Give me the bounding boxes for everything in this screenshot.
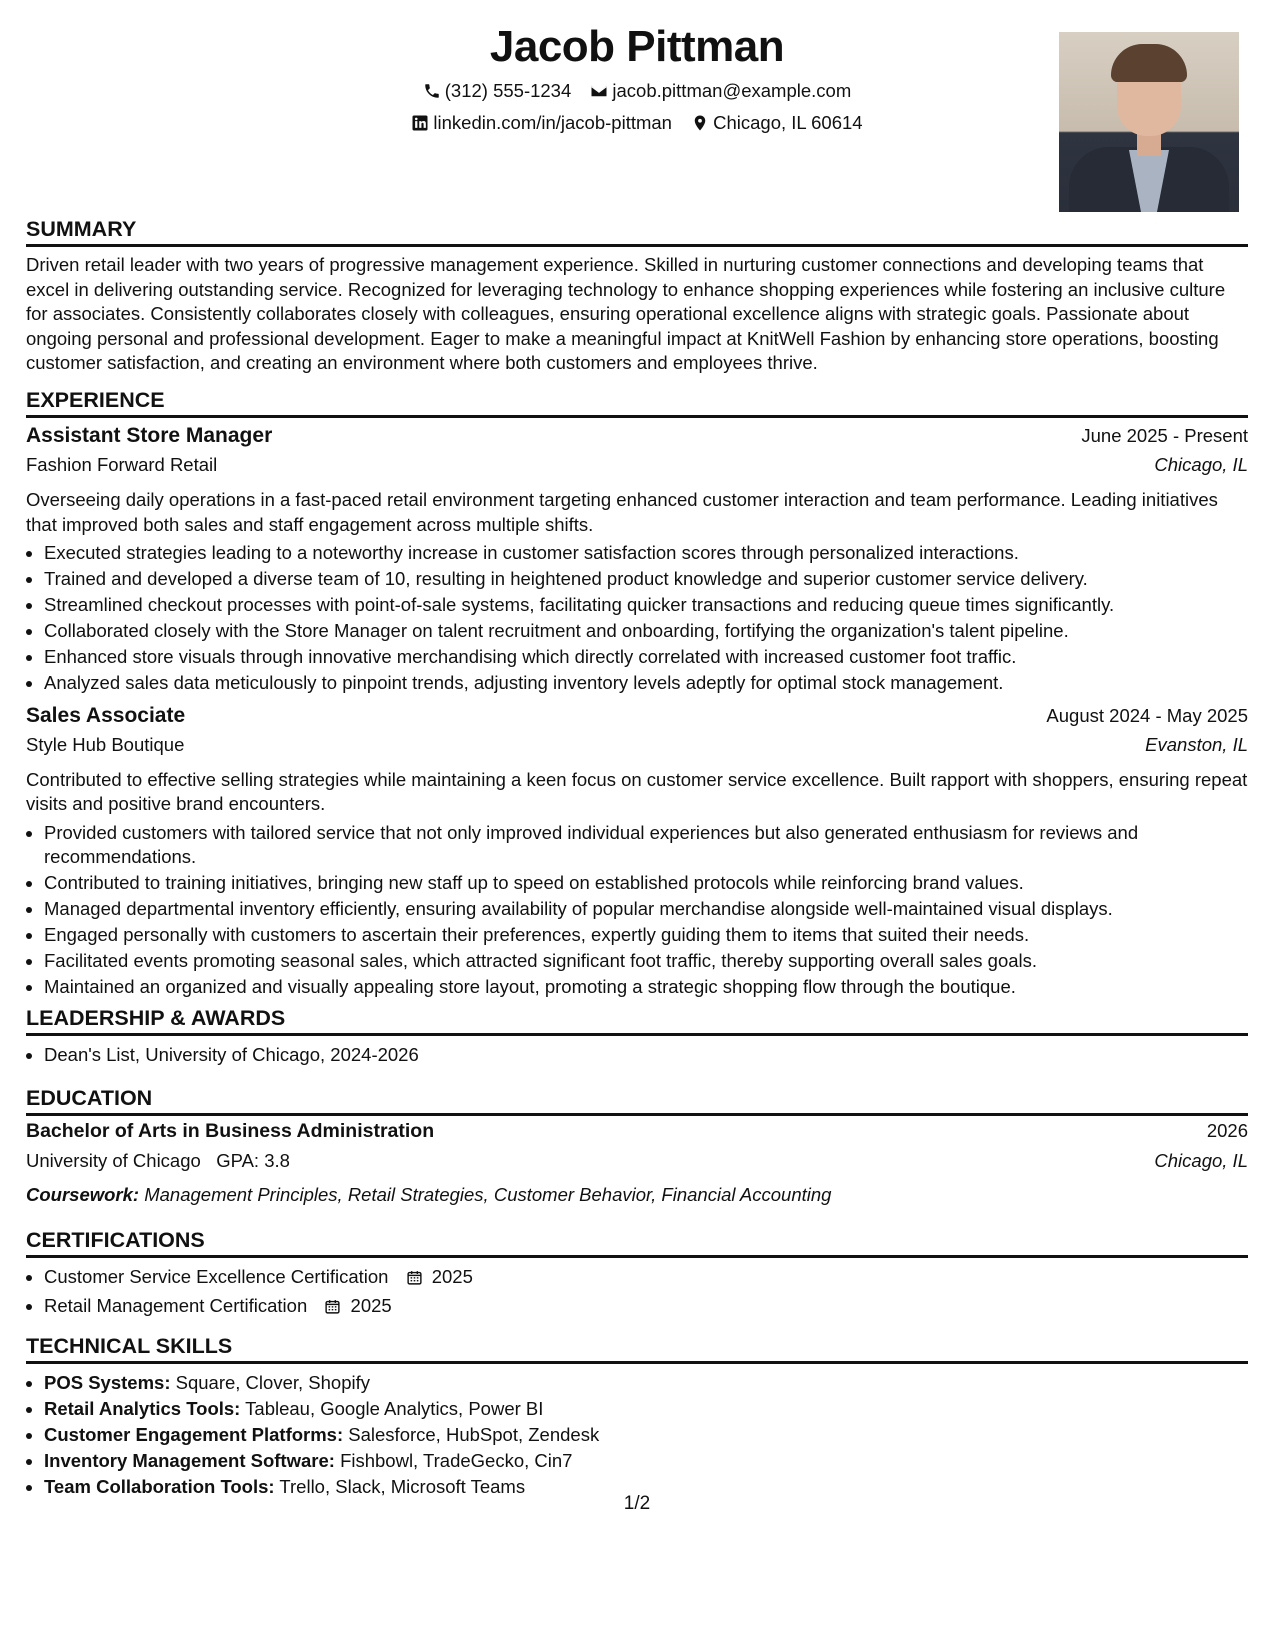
section-divider (26, 1361, 1248, 1364)
certifications-section (26, 1225, 1248, 1323)
section-divider (26, 244, 1248, 247)
skill-values: Square, Clover, Shopify (175, 1372, 370, 1393)
awards-list (26, 1043, 1248, 1068)
skill-category: Customer Engagement Platforms: (44, 1424, 344, 1445)
certification-year: 2025 (350, 1295, 392, 1316)
gpa: GPA: 3.8 (216, 1150, 290, 1171)
coursework (26, 1180, 1248, 1210)
list-item: • Analyzed sales data meticulously to pinpoint trends, adjusting inventory levels adeptly for optimal stock management. (44, 671, 1248, 696)
job-bullets (26, 541, 1248, 696)
list-item: • Enhanced store visuals through innovative merchandising which directly correlated with increased customer foot traffic. (44, 645, 1248, 670)
calendar-icon (324, 1297, 341, 1322)
section-title: TECHNICAL SKILLS (26, 1334, 233, 1358)
phone-number: (312) 555-1234 (444, 80, 572, 101)
skill-values: Fishbowl, TradeGecko, Cin7 (340, 1450, 573, 1471)
job-bullets (26, 821, 1248, 1000)
calendar-icon (406, 1268, 423, 1293)
list-item: • Executed strategies leading to a noteworthy increase in customer satisfaction scores through personalized interactions. (44, 541, 1248, 566)
experience-section (26, 385, 1248, 1001)
job-location: Chicago, IL (1154, 454, 1248, 475)
skill-category: Retail Analytics Tools: (44, 1398, 241, 1419)
skill-values: Trello, Slack, Microsoft Teams (279, 1476, 526, 1497)
phone-icon (423, 82, 441, 100)
certification-name: Retail Management Certification (44, 1295, 308, 1316)
company-name: Style Hub Boutique (26, 733, 185, 755)
section-title: CERTIFICATIONS (26, 1228, 205, 1252)
skill-category: POS Systems: (44, 1372, 171, 1393)
linkedin-icon (411, 114, 429, 132)
leadership-section (26, 1003, 1248, 1069)
section-title: LEADERSHIP & AWARDS (26, 1006, 286, 1030)
page-number: 1/2 (623, 1493, 651, 1514)
graduation-year: 2026 (1206, 1120, 1248, 1141)
list-item (44, 1294, 1248, 1322)
section-title: SUMMARY (26, 217, 137, 241)
skill-category: Team Collaboration Tools: (44, 1476, 275, 1497)
list-item (44, 1265, 1248, 1293)
list-item: • Dean's List, University of Chicago, 2024-2026 (44, 1043, 1248, 1068)
job-description: Contributed to effective selling strategies while maintaining a keen focus on customer service excellence. Built rapport with shoppers, ensuring repeat visits and positive brand encounters. (26, 768, 1248, 814)
list-item (44, 1371, 1248, 1396)
resume-page (26, 0, 1248, 1650)
list-item (44, 1423, 1248, 1448)
summary-text: Driven retail leader with two years of progressive management experience. Skilled in nurturing customer connections and developing teams that excel in delivering outstanding service. Recognized for leveraging technology to enhance shopping experiences while fostering an inclusive culture for associates. Consistently collaborates closely with colleagues, ensuring operational excellence aligns with strategic goals. Passionate about ongoing personal and professional development. Eager to make a meaningful impact at KnitWell Fashion by enhancing store operations, boosting customer satisfaction, and creating an environment where both customers and employees thrive. (26, 254, 1226, 373)
summary-section (26, 214, 1248, 376)
section-title: EXPERIENCE (26, 388, 165, 412)
certification-name: Customer Service Excellence Certification (44, 1266, 389, 1287)
list-item: • Provided customers with tailored service that not only improved individual experiences but also generated enthusiasm for reviews and recommendations. (44, 821, 1248, 870)
job-title: Sales Associate (26, 703, 186, 727)
degree-name: Bachelor of Arts in Business Administration (26, 1120, 435, 1142)
list-item: • Trained and developed a diverse team of 10, resulting in heightened product knowledge and superior customer service delivery. (44, 567, 1248, 592)
certifications-list (26, 1265, 1248, 1322)
location-text: Chicago, IL 60614 (713, 112, 863, 133)
location-contact (691, 112, 862, 134)
job-entry (26, 704, 1248, 1000)
skill-values: Tableau, Google Analytics, Power BI (245, 1398, 544, 1419)
list-item (44, 1449, 1248, 1474)
job-description: Overseeing daily operations in a fast-paced retail environment targeting enhanced customer interaction and team performance. Leading initiatives that improved both sales and staff engagement across multiple shifts. (26, 489, 1218, 535)
certification-year: 2025 (431, 1266, 473, 1287)
school-location: Chicago, IL (1154, 1150, 1248, 1171)
profile-photo (1059, 32, 1239, 212)
list-item (44, 1397, 1248, 1422)
list-item: • Contributed to training initiatives, bringing new staff up to speed on established protocols while reinforcing brand values. (44, 871, 1248, 896)
list-item: • Maintained an organized and visually appealing store layout, promoting a strategic shopping flow through the boutique. (44, 975, 1248, 1000)
section-divider (26, 415, 1248, 418)
linkedin-url[interactable]: linkedin.com/in/jacob-pittman (433, 112, 672, 133)
list-item: • Managed departmental inventory efficiently, ensuring availability of popular merchandise alongside well-maintained visual displays. (44, 897, 1248, 922)
email-address[interactable]: jacob.pittman@example.com (612, 80, 852, 101)
job-title: Assistant Store Manager (26, 424, 273, 447)
coursework-list: Management Principles, Retail Strategies, Customer Behavior, Financial Accounting (144, 1184, 832, 1205)
education-section (26, 1083, 1248, 1210)
list-item: • Engaged personally with customers to ascertain their preferences, expertly guiding them to items that suited their needs. (44, 923, 1248, 948)
section-divider (26, 1255, 1248, 1258)
list-item: • Facilitated events promoting seasonal sales, which attracted significant foot traffic, thereby supporting overall sales goals. (44, 949, 1248, 974)
coursework-label: Coursework: (26, 1184, 140, 1205)
linkedin-contact[interactable] (411, 112, 672, 134)
skill-values: Salesforce, HubSpot, Zendesk (348, 1424, 600, 1445)
section-divider (26, 1033, 1248, 1036)
resume-header (26, 22, 1248, 222)
candidate-name: Jacob Pittman (489, 22, 785, 71)
list-item: • Collaborated closely with the Store Manager on talent recruitment and onboarding, fortifying the organization's talent pipeline. (44, 619, 1248, 644)
school-name: University of Chicago (26, 1150, 201, 1171)
skill-category: Inventory Management Software: (44, 1450, 335, 1471)
job-location: Evanston, IL (1145, 733, 1248, 755)
skills-section (26, 1331, 1248, 1501)
job-dates: August 2024 - May 2025 (1046, 704, 1248, 726)
list-item: • Streamlined checkout processes with point-of-sale systems, facilitating quicker transactions and reducing queue times significantly. (44, 593, 1248, 618)
envelope-icon (590, 82, 608, 100)
job-dates: June 2025 - Present (1081, 425, 1248, 446)
section-title: EDUCATION (26, 1086, 153, 1110)
job-entry (26, 424, 1248, 696)
section-divider (26, 1113, 1248, 1116)
phone-contact (423, 80, 572, 102)
map-pin-icon (691, 114, 709, 132)
email-contact[interactable] (590, 80, 851, 102)
company-name: Fashion Forward Retail (26, 454, 218, 475)
skills-list (26, 1371, 1248, 1500)
